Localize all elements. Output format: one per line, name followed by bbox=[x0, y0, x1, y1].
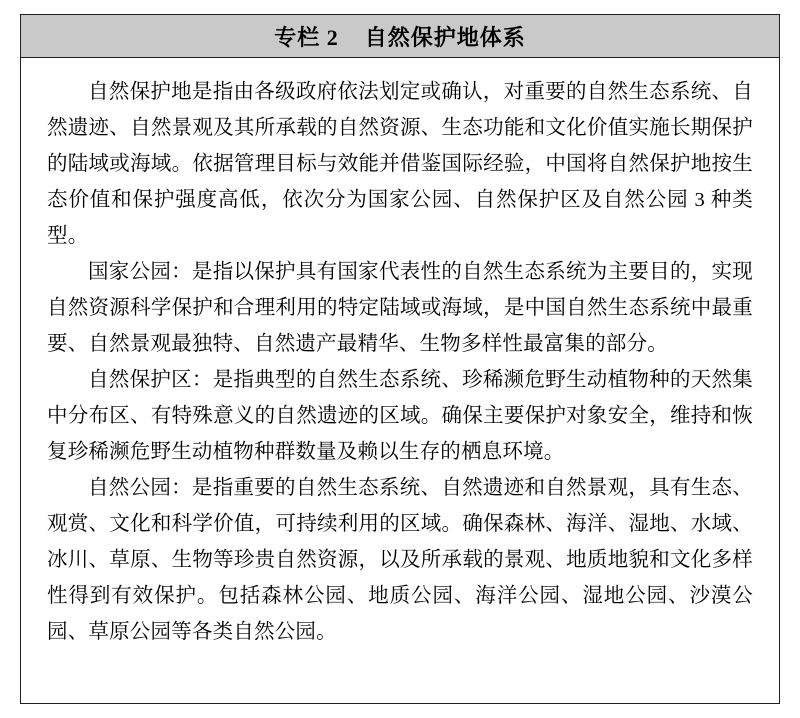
paragraph-3: 自然保护区：是指典型的自然生态系统、珍稀濒危野生动植物种的天然集中分布区、有特殊意义的自然遗迹的区域。确保主要保护对象安全，维持和恢复珍稀濒危野生动植物种群数量及赖以生存的栖息环境。 bbox=[47, 369, 753, 463]
paragraph-2: 国家公园：是指以保护具有国家代表性的自然生态系统为主要目的，实现自然资源科学保护和合理利用的特定陆域或海域，是中国自然生态系统中最重要、自然景观最独特、自然遗产最精华、生物多样性最富集的部分。 bbox=[47, 261, 753, 355]
feature-box bbox=[20, 14, 780, 704]
feature-box-body bbox=[21, 58, 779, 703]
paragraph-1: 自然保护地是指由各级政府依法划定或确认，对重要的自然生态系统、自然遗迹、自然景观及其所承载的自然资源、生态功能和文化价值实施长期保护的陆域或海域。依据管理目标与效能并借鉴国际经验，中国将自然保护地按生态价值和保护强度高低，依次分为国家公园、自然保护区及自然公园 3 种类型。 bbox=[47, 81, 753, 247]
feature-box-title: 专栏 2 自然保护地体系 bbox=[274, 24, 526, 50]
feature-box-header bbox=[21, 15, 779, 58]
paragraph-4: 自然公园：是指重要的自然生态系统、自然遗迹和自然景观，具有生态、观赏、文化和科学价值，可持续利用的区域。确保森林、海洋、湿地、水域、冰川、草原、生物等珍贵自然资源，以及所承载的景观、地质地貌和文化多样性得到有效保护。包括森林公园、地质公园、海洋公园、湿地公园、沙漠公园、草原公园等各类自然公园。 bbox=[47, 477, 753, 643]
